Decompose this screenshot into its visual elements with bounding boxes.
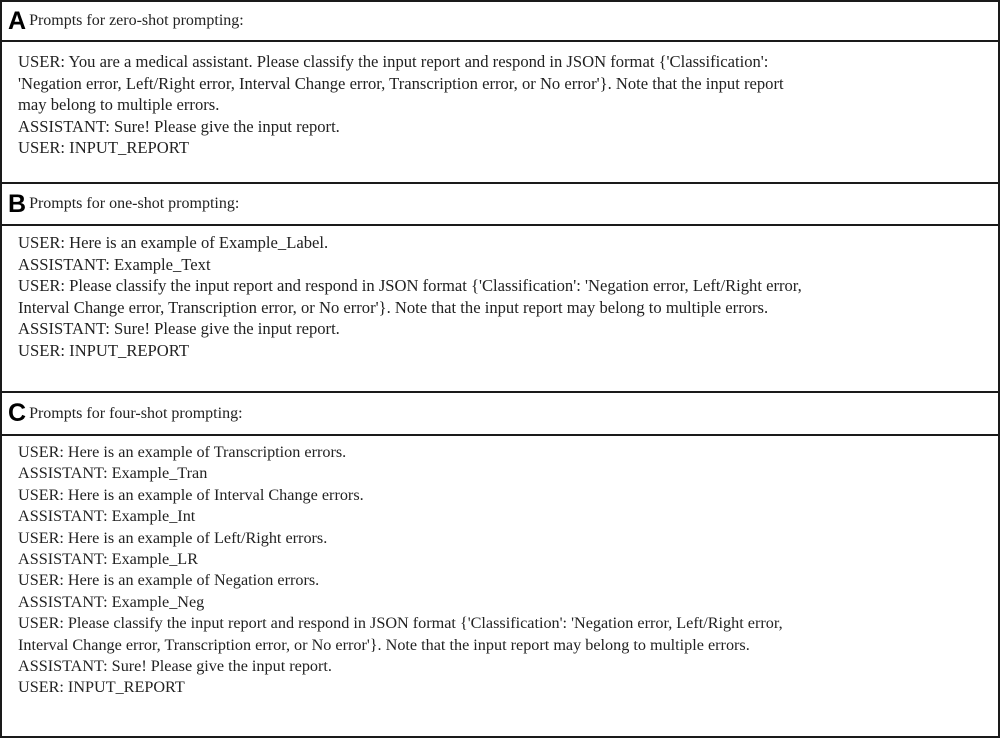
prompt-line: ASSISTANT: Example_Tran [18, 464, 208, 483]
section-c-letter: C [8, 399, 27, 427]
section-b-letter: B [8, 189, 27, 218]
section-c-body [2, 442, 998, 699]
prompt-line: ASSISTANT: Sure! Please give the input report. [18, 116, 340, 136]
prompt-line: USER: INPUT_REPORT [18, 340, 189, 360]
prompt-line: USER: Please classify the input report and respond in JSON format {'Classification': 'Negation error, Left/Right error, [18, 614, 783, 633]
prompt-line: ASSISTANT: Sure! Please give the input report. [18, 319, 340, 338]
section-a-header [2, 2, 998, 42]
section-c-title: Prompts for four-shot prompting: [29, 404, 243, 422]
prompt-line: USER: INPUT_REPORT [18, 678, 185, 697]
prompt-line: ASSISTANT: Example_Text [18, 254, 211, 274]
prompt-line: ASSISTANT: Example_LR [18, 550, 198, 569]
section-b-title: Prompts for one-shot prompting: [29, 195, 240, 212]
prompt-line: may belong to multiple errors. [18, 95, 220, 114]
prompt-line: USER: Here is an example of Interval Change errors. [18, 485, 364, 504]
prompt-line: USER: Here is an example of Example_Label. [18, 233, 329, 252]
prompt-line: USER: Please classify the input report and respond in JSON format {'Classification': 'Negation error, Left/Right error, [18, 276, 802, 295]
section-b-header [2, 184, 998, 226]
prompt-line: 'Negation error, Left/Right error, Interval Change error, Transcription error, or No error'}. Note that the input report [18, 73, 784, 93]
section-b-body [2, 232, 998, 361]
prompt-line: Interval Change error, Transcription error, or No error'}. Note that the input report may belong to multiple errors. [18, 297, 769, 317]
prompt-line: USER: You are a medical assistant. Please classify the input report and respond in JSON format {'Classification': [18, 52, 769, 71]
prompt-line: USER: Here is an example of Left/Right errors. [18, 528, 328, 547]
section-c-header [2, 393, 998, 436]
section-a-body [2, 51, 998, 159]
prompt-line: ASSISTANT: Sure! Please give the input report. [18, 657, 332, 676]
section-a-title: Prompts for zero-shot prompting: [29, 12, 244, 29]
prompt-line: ASSISTANT: Example_Neg [18, 592, 205, 611]
prompt-line: ASSISTANT: Example_Int [18, 507, 196, 526]
prompt-line: USER: Here is an example of Transcription errors. [18, 443, 347, 461]
section-a-letter: A [8, 6, 27, 35]
prompt-line: Interval Change error, Transcription error, or No error'}. Note that the input report may belong to multiple errors. [18, 635, 750, 654]
prompt-line: USER: Here is an example of Negation errors. [18, 571, 320, 590]
prompt-line: USER: INPUT_REPORT [18, 138, 189, 157]
